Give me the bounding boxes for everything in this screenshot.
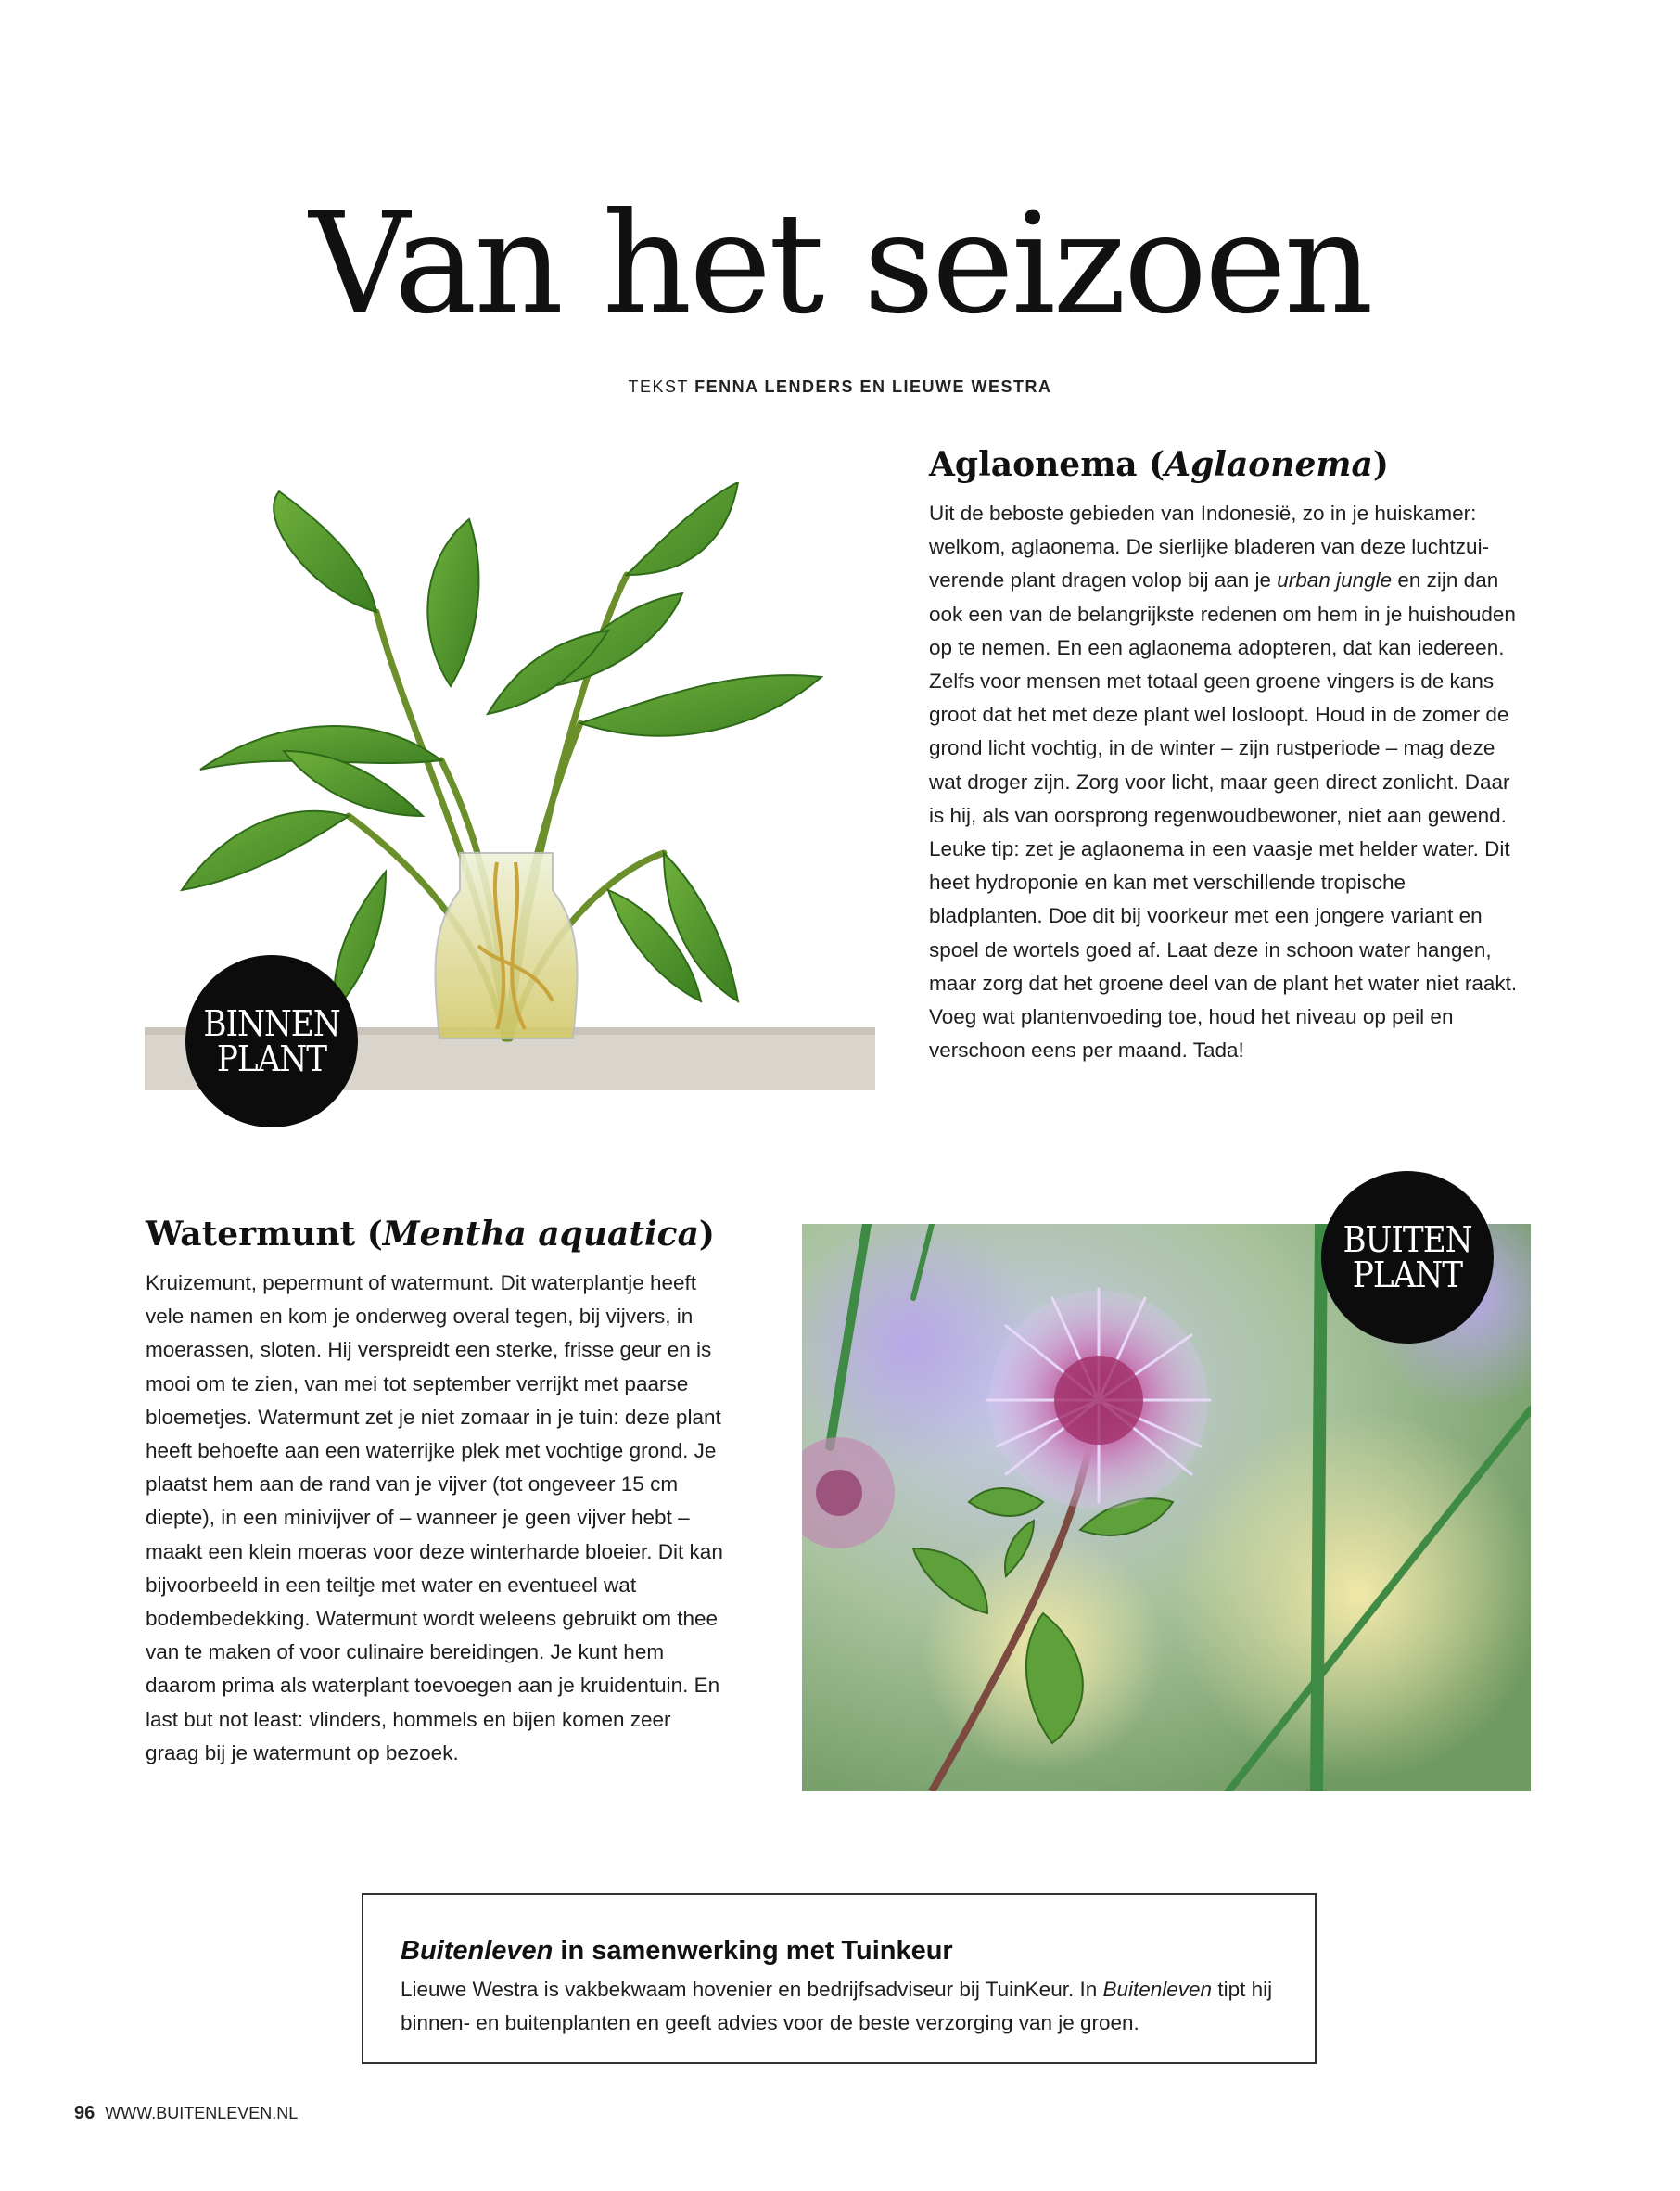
- heading-latin: Mentha aquatica: [382, 1215, 699, 1254]
- page-footer: [74, 2103, 298, 2124]
- text-part: tipt hij binnen- en buitenplanten en geeft advies voor de beste verzorging van je groen.: [401, 1978, 1273, 2034]
- text-italic: Buitenleven: [1102, 1978, 1213, 2001]
- badge-line: BINNEN: [203, 1003, 340, 1044]
- badge-line: PLANT: [216, 1038, 327, 1079]
- heading-latin: Aglaonema: [1165, 445, 1373, 484]
- title-rest: in samenwerking met Tuinkeur: [553, 1936, 953, 1966]
- text-part: Uit de beboste gebieden van Indonesië, zo in je huiskamer: welkom, aglaonema. De sierlijke bladeren van deze luchtzui-verende plant dragen volop bij aan je: [929, 502, 1490, 592]
- byline: [0, 377, 1680, 397]
- badge-line: PLANT: [1352, 1255, 1463, 1295]
- badge-line: BUITEN: [1343, 1219, 1472, 1260]
- byline-authors: FENNA LENDERS EN LIEUWE WESTRA: [694, 377, 1052, 396]
- info-box: [362, 1893, 1317, 2064]
- website-link[interactable]: WWW.BUITENLEVEN.NL: [105, 2104, 299, 2122]
- heading-common: Aglaonema (: [929, 445, 1165, 484]
- binnenplant-badge: [185, 955, 358, 1127]
- watermunt-text: Kruizemunt, pepermunt of watermunt. Dit waterplantje heeft vele namen en kom je onderweg overal tegen, bij vijvers, in moerassen, sloten. Hij verspreidt een sterke, frisse geur en is mooi om te zien, van mei tot september verrijkt met paarse bloemetjes. Watermunt zet je niet zomaar in je tuin: deze plant heeft behoefte aan een waterrijke plek met vochtige grond. Je plaatst hem aan de rand van je vijver (tot ongeveer 15 cm diepte), in een minivijver of – wanneer je geen vijver hebt – maakt een klein moeras voor deze winterharde bloeier. Dit kan bijvoorbeeld in een teiltje met water en eventueel wat bodembedekking. Watermunt wordt weleens gebruikt om thee van te maken of voor culinaire bereidingen. Je kunt hem daarom prima als waterplant toevoegen aan je kruidentuin. En last but not least: vlinders, hommels en bijen komen zeer graag bij je watermunt op bezoek.: [146, 1271, 723, 1764]
- heading-close: ): [698, 1215, 715, 1254]
- page-title: Van het seizoen: [309, 184, 1371, 345]
- text-part: en zijn dan ook een van de belangrijkste redenen om hem in je huishouden op te nemen. En een aglaonema adopteren, dat kan iedereen. Zelfs voor mensen met totaal geen groene vingers is de kans groot dat het met deze plant wel losloopt. Houd in de zomer de grond licht vochtig, in de winter – zijn rustperiode – mag deze wat droger zijn. Zorg voor licht, maar geen direct zonlicht. Daar is hij, als van oorsprong regenwoudbewoner, niet aan gewend. Leuke tip: zet je aglaonema in een vaasje met helder water. Dit heet hydroponie en kan met verschillende tropische bladplanten. Doe dit bij voorkeur met een jongere variant en spoel de wortels goed af. Laat deze in schoon water hangen, maar zorg dat het groene deel van de plant het water niet raakt. Voeg wat plantenvoeding toe, houd het niveau op peil en verschoon eens per maand. Tada!: [929, 568, 1518, 1063]
- text-part: Lieuwe Westra is vakbekwaam hovenier en bedrijfsadviseur bij TuinKeur. In: [401, 1978, 1103, 2001]
- byline-prefix: TEKST: [628, 377, 689, 396]
- heading-common: Watermunt (: [146, 1215, 383, 1254]
- aglaonema-text: [929, 497, 1522, 1067]
- heading-close: ): [1372, 445, 1389, 484]
- aglaonema-heading: [929, 445, 1389, 484]
- page-number: 96: [74, 2103, 95, 2123]
- watermunt-heading: [146, 1215, 715, 1254]
- info-box-text: [401, 1973, 1291, 2040]
- buitenplant-badge: [1321, 1171, 1494, 1344]
- title-italic: Buitenleven: [401, 1936, 554, 1966]
- info-box-title: [401, 1936, 953, 1967]
- text-italic: urban jungle: [1277, 568, 1393, 592]
